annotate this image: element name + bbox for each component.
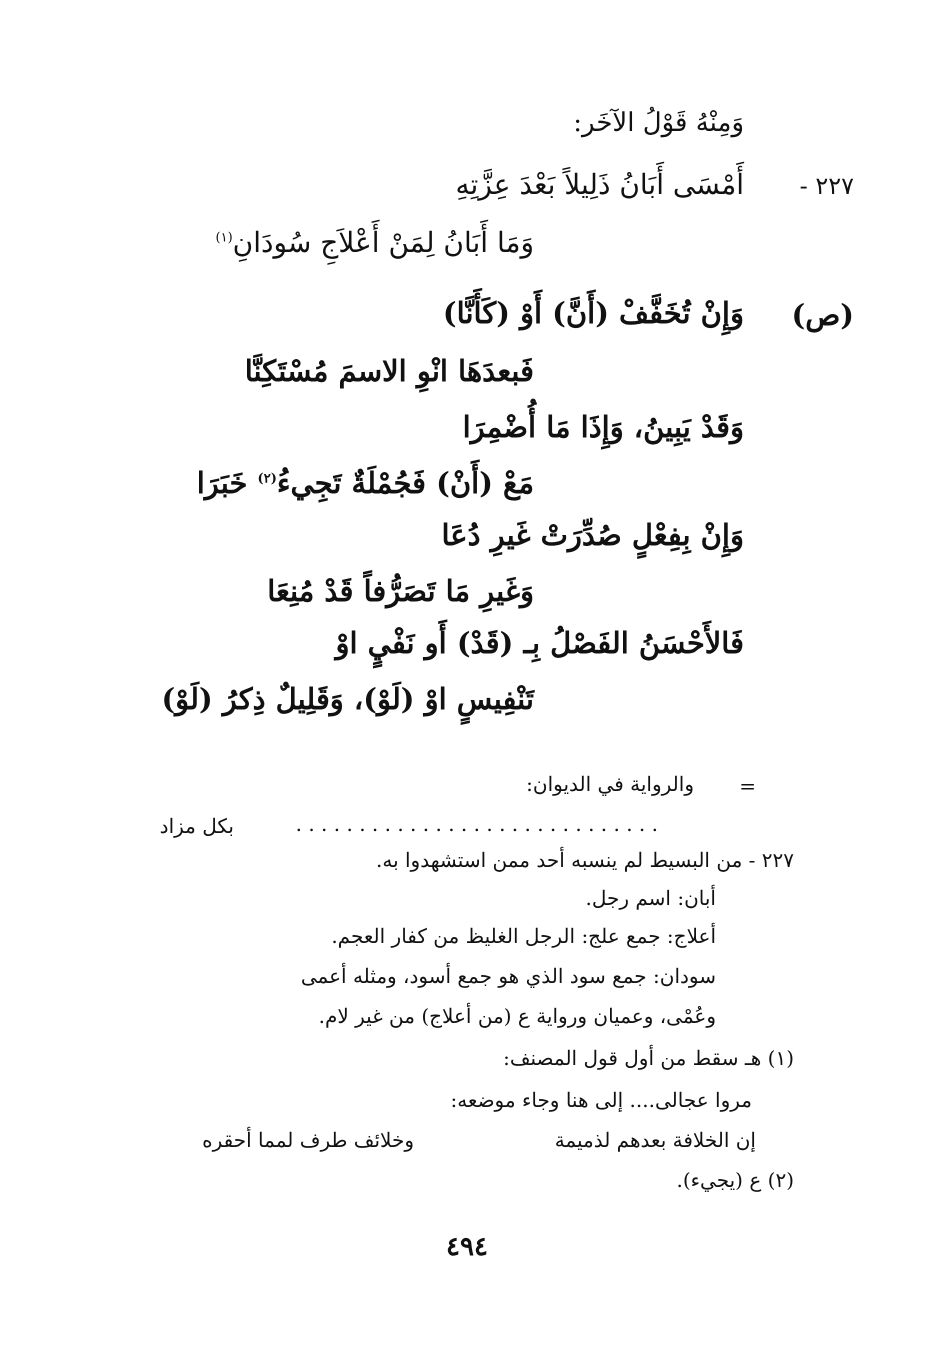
footnote-1: (١) هـ سقط من أول قول المصنف: [503, 1046, 794, 1070]
note-sudan: سودان: جمع سود الذي هو جمع أسود، ومثله أعمى [300, 964, 716, 988]
note-227: ٢٢٧ - من البسيط لم ينسبه أحد ممن استشهدوا به. [376, 848, 794, 872]
verse-line-2-text: وَمَا أَبَانُ لِمَنْ أَعْلاَجِ سُودَانِ [232, 226, 534, 259]
poem-tag: (ص) [791, 298, 854, 332]
verse-line-2 [216, 226, 535, 259]
poem-line-4-text: مَعْ (أَنْ) فَجُمْلَةٌ تَجِيءُ [276, 466, 534, 500]
footnote-2: (٢) ع (يجيء). [676, 1168, 794, 1192]
note-umy: وعُمْى، وعميان ورواية ع (من أعلاج) من غير لام. [318, 1004, 716, 1028]
poem-line-8: تَنْفِيسٍ اوْ (لَوْ)، وَقَلِيلٌ ذِكرُ (لَوْ) [161, 682, 534, 716]
note-aban: أبان: اسم رجل. [585, 886, 716, 910]
note-khilafa-b: وخلائف طرف لمما أحقره [202, 1128, 414, 1152]
verse-line-1: أَمْسَى أَبَانُ ذَلِيلاً بَعْدَ عِزَّتِهِ [455, 168, 744, 201]
poem-line-2: فَبعدَهَا انْوِ الاسمَ مُسْتَكِنَّا [244, 354, 534, 388]
poem-line-1: وَإِنْ تُخَفَّفْ (أَنَّ) أَوْ (كَأَنَّا) [442, 296, 744, 330]
verse-number: ٢٢٧ - [799, 172, 854, 200]
poem-line-5: وَإِنْ بِفِعْلٍ صُدِّرَتْ غَيرِ دُعَا [441, 518, 744, 552]
poem-line-4-end: خَبَرَا [196, 466, 248, 500]
note-marwa: مروا عجالى.... إلى هنا وجاء موضعه: [450, 1088, 752, 1112]
footnote-ref-2: (٢) [257, 471, 277, 487]
footnote-ref-1: (١) [215, 230, 233, 246]
note-khilafa-a: إن الخلافة بعدهم لذميمة [554, 1128, 756, 1152]
note-riwaya: والرواية في الديوان: [526, 772, 694, 796]
poem-line-3: وَقَدْ يَبِينُ، وَإِذَا مَا أُضْمِرَا [462, 410, 744, 444]
poem-line-4 [197, 466, 534, 500]
page-number: ٤٩٤ [446, 1232, 488, 1262]
note-bikul: بكل مزاد [159, 814, 234, 838]
note-marker: = [739, 774, 756, 798]
note-dots: . . . . . . . . . . . . . . . . . . . . . . . . . . . . . [295, 812, 658, 836]
note-alaj: أعلاج: جمع علج: الرجل الغليظ من كفار العجم. [331, 924, 716, 948]
intro-line: وَمِنْهُ قَوْلُ الآخَر: [573, 108, 744, 138]
poem-line-7: فَالأَحْسَنُ الفَصْلُ بِـ (قَدْ) أَو نَفْيٍ اوْ [335, 626, 744, 660]
poem-line-6: وَغَيرِ مَا تَصَرُّفاً قَدْ مُنِعَا [267, 574, 534, 608]
